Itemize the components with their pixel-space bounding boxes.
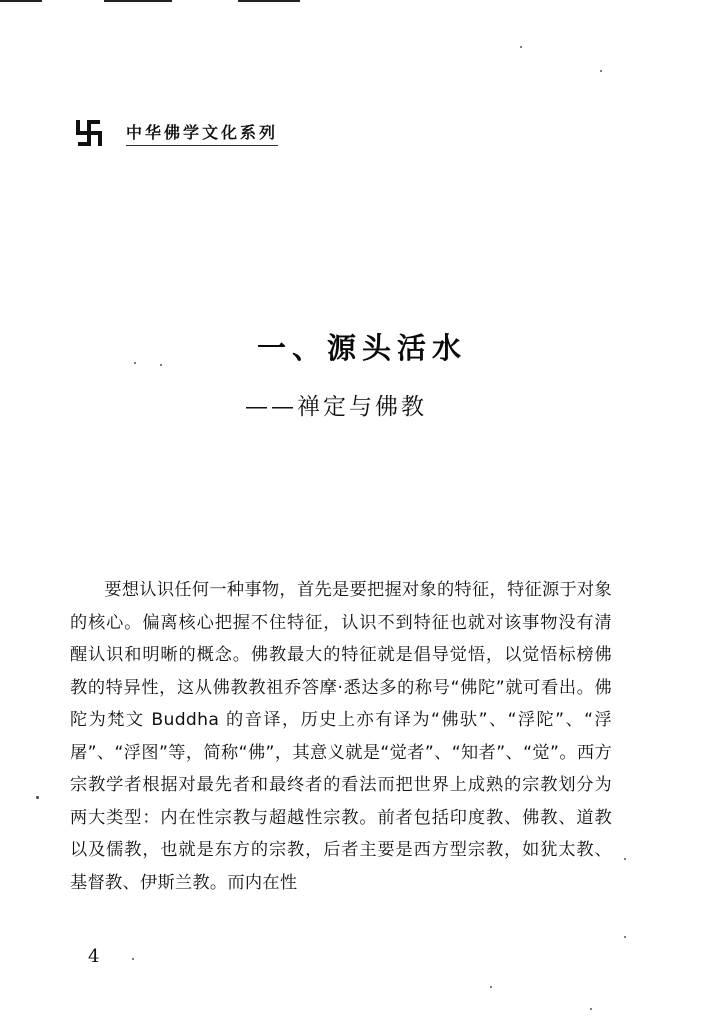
scan-speck <box>490 986 492 988</box>
scan-speck <box>600 70 602 72</box>
series-header <box>74 118 278 148</box>
scan-speck <box>520 46 522 48</box>
scan-speck <box>590 1008 592 1010</box>
series-title: 中华佛学文化系列 <box>126 120 278 146</box>
body-text <box>70 574 612 899</box>
top-rule-middle <box>104 0 172 2</box>
page-number: 4 <box>88 946 100 967</box>
top-rule-left <box>0 0 42 2</box>
top-rule-right <box>238 0 300 2</box>
chapter-title: 一、源头活水 <box>256 331 467 365</box>
scan-speck <box>624 936 626 938</box>
scan-speck <box>624 858 626 860</box>
chapter-subtitle: ——禅定与佛教 <box>245 394 427 420</box>
swastika-icon <box>74 118 104 148</box>
scan-speck <box>132 958 134 960</box>
scan-speck <box>36 796 39 799</box>
body-paragraph: 要想认识任何一种事物，首先是要把握对象的特征，特征源于对象的核心。偏离核心把握不住特征，认识不到特征也就对该事物没有清醒认识和明晰的概念。佛教最大的特征就是倡导觉悟，以觉悟标榜佛教的特异性，这从佛教教祖乔答摩·悉达多的称号“佛陀”就可看出。佛陀为梵文 Buddha 的音译，历史上亦有译为“佛驮”、“浮陀”、“浮屠”、“浮图”等，简称“佛”，其意义就是“觉者”、“知者”、“觉”。西方宗教学者根据对最先者和最终者的看法而把世界上成熟的宗教划分为两大类型：内在性宗教与超越性宗教。前者包括印度教、佛教、道教以及儒教，也就是东方的宗教，后者主要是西方型宗教，如犹太教、基督教、伊斯兰教。而内在性 <box>70 580 612 893</box>
